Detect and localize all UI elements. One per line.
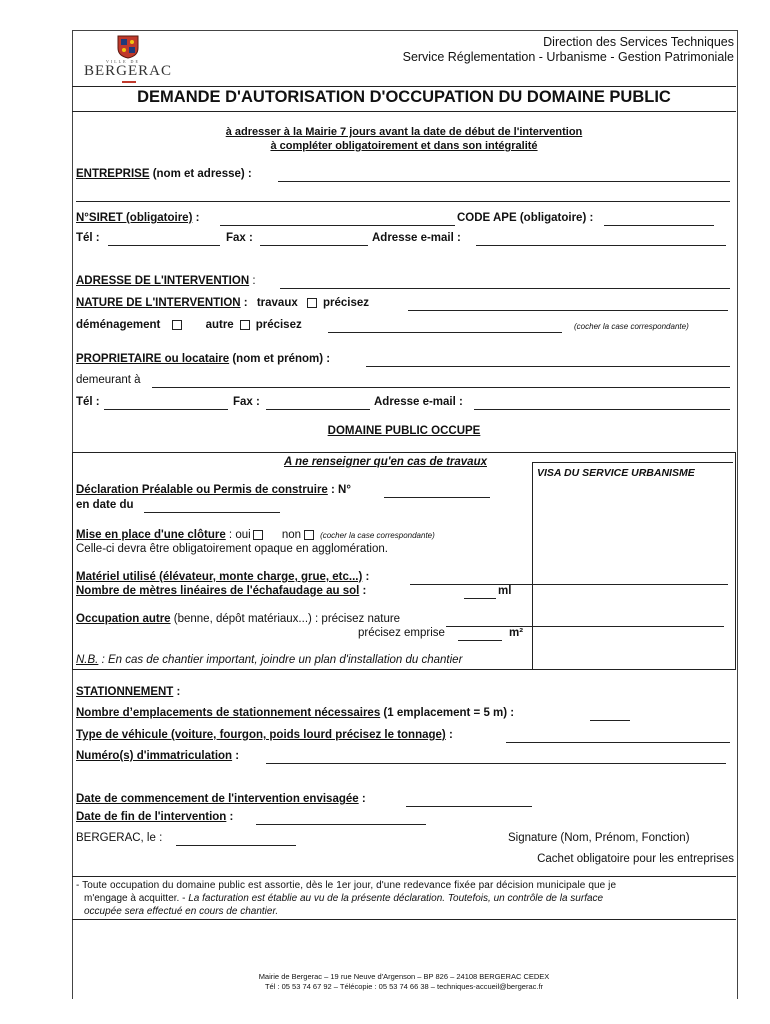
travaux-precisez: précisez <box>322 297 369 309</box>
company-label: ENTREPRISE <box>76 168 150 180</box>
cloture-note: Celle-ci devra être obligatoirement opaque en agglomération. <box>76 543 388 555</box>
header-line2: Service Réglementation - Urbanisme - Gestion Patrimoniale <box>402 50 734 64</box>
vehicle-type-label: Type de véhicule (voiture, fourgon, poids lourd précisez le tonnage) <box>76 729 446 741</box>
vehicle-type-row <box>76 729 453 741</box>
company-row <box>76 168 252 180</box>
company-fax-field[interactable] <box>260 245 368 246</box>
owner-tel-label: Tél : <box>76 396 100 408</box>
cloture-row <box>76 529 435 541</box>
echafaudage-label: Nombre de mètres linéaires de l'échafaudage au sol <box>76 585 360 597</box>
cloture-non-checkbox[interactable] <box>304 530 314 540</box>
nature-row <box>76 297 369 309</box>
owner-email-label: Adresse e-mail : <box>374 396 463 408</box>
declaration-row <box>76 484 351 496</box>
travaux-label: travaux <box>256 297 298 309</box>
nb-label: N.B. <box>76 654 99 666</box>
demenagement-checkbox[interactable] <box>172 320 182 330</box>
travaux-checkbox[interactable] <box>307 298 317 308</box>
logo-text: BERGERAC <box>84 63 173 79</box>
owner-row <box>76 353 330 365</box>
nature-precisez-field[interactable] <box>408 310 728 311</box>
start-date-row <box>76 793 366 805</box>
notice-line2-a: m'engage à acquitter. - <box>84 893 189 904</box>
en-date-field[interactable] <box>144 512 280 513</box>
siret-colon: : <box>192 212 200 224</box>
company-field[interactable] <box>278 181 730 182</box>
logo-underline <box>122 81 136 83</box>
intervention-address-label: ADRESSE DE L'INTERVENTION <box>76 275 250 287</box>
cachet-label: Cachet obligatoire pour les entreprises <box>537 853 734 865</box>
nb-row <box>76 654 462 666</box>
emprise-label: précisez emprise <box>358 627 445 639</box>
intervention-address-row <box>76 275 256 287</box>
declaration-label: Déclaration Préalable ou Permis de construire <box>76 484 328 496</box>
works-heading: A ne renseigner qu'en cas de travaux <box>284 456 487 468</box>
registration-field[interactable] <box>266 763 726 764</box>
parking-count-row <box>76 707 514 719</box>
demenagement-label: déménagement <box>76 319 161 331</box>
cloture-non: non <box>281 529 302 541</box>
company-fax-label: Fax : <box>226 232 253 244</box>
city-logo <box>80 33 176 81</box>
coat-of-arms-icon <box>117 35 139 59</box>
emprise-unit: m² <box>509 627 524 639</box>
company-tel-label: Tél : <box>76 232 100 244</box>
declaration-number-field[interactable] <box>384 497 490 498</box>
materiel-colon: : <box>362 571 370 583</box>
autre-checkbox[interactable] <box>240 320 250 330</box>
domaine-title: DOMAINE PUBLIC OCCUPE <box>327 425 481 437</box>
ape-label: CODE APE (obligatoire) : <box>457 212 594 224</box>
vehicle-type-colon: : <box>445 729 453 741</box>
end-date-label: Date de fin de l'intervention <box>76 811 227 823</box>
parking-row <box>76 686 180 698</box>
signature-label: Signature (Nom, Prénom, Fonction) <box>508 832 690 844</box>
notice-line1: - Toute occupation du domaine public est assortie, dès le 1er jour, d'une redevance fixée par décision municipale que je <box>76 880 617 891</box>
demenagement-row <box>76 319 302 331</box>
vehicle-type-field[interactable] <box>506 742 730 743</box>
parking-colon: : <box>173 686 181 698</box>
registration-label: Numéro(s) d'immatriculation <box>76 750 233 762</box>
owner-fax-field[interactable] <box>266 409 370 410</box>
nb-text: : En cas de chantier important, joindre un plan d'installation du chantier <box>98 654 463 666</box>
occupation-label: Occupation autre <box>76 613 171 625</box>
nature-label: NATURE DE L'INTERVENTION <box>76 297 241 309</box>
footer-line1: Mairie de Bergerac – 19 rue Neuve d'Argenson – BP 826 – 24108 BERGERAC CEDEX <box>258 972 550 981</box>
owner-field[interactable] <box>366 366 730 367</box>
intervention-address-colon: : <box>249 275 256 287</box>
occupation-row <box>76 613 400 625</box>
parking-count-suffix: (1 emplacement = 5 m) : <box>380 707 515 719</box>
siret-field[interactable] <box>220 225 455 226</box>
echafaudage-field[interactable] <box>464 598 496 599</box>
owner-sublabel: (nom et prénom) : <box>229 353 331 365</box>
echafaudage-colon: : <box>359 585 367 597</box>
end-date-row <box>76 811 233 823</box>
ape-field[interactable] <box>604 225 714 226</box>
siret-row <box>76 212 199 224</box>
owner-fax-label: Fax : <box>233 396 260 408</box>
materiel-row <box>76 571 369 583</box>
company-email-label: Adresse e-mail : <box>372 232 461 244</box>
nature-colon: : <box>240 297 248 309</box>
autre-label: autre <box>205 319 234 331</box>
header-line1: Direction des Services Techniques <box>543 35 734 49</box>
company-email-field[interactable] <box>476 245 726 246</box>
company-sublabel: (nom et adresse) : <box>149 168 252 180</box>
echafaudage-row <box>76 585 366 597</box>
parking-count-field[interactable] <box>590 720 630 721</box>
footer-line2: Tél : 05 53 74 67 92 – Télécopie : 05 53 74 66 38 – techniques-accueil@bergerac.fr <box>264 982 544 991</box>
occupation-desc: (benne, dépôt matériaux...) : précisez nature <box>170 613 401 625</box>
notice-line2 <box>84 893 603 904</box>
demeurant-label: demeurant à <box>76 374 141 386</box>
start-date-field[interactable] <box>406 806 532 807</box>
instruction-line2: à compléter obligatoirement et dans son intégralité <box>270 140 538 152</box>
cloture-oui-checkbox[interactable] <box>253 530 263 540</box>
materiel-label: Matériel utilisé (élévateur, monte charge, grue, etc...) <box>76 571 363 583</box>
cloture-label: Mise en place d'une clôture <box>76 529 226 541</box>
end-date-field[interactable] <box>256 824 426 825</box>
registration-row <box>76 750 239 762</box>
visa-box <box>532 462 733 669</box>
en-date-label: en date du <box>76 499 134 511</box>
notice-line3: occupée sera effectué en cours de chantier. <box>84 906 279 917</box>
cloture-cocher-note: (cocher la case correspondante) <box>320 531 435 540</box>
signature-date-field[interactable] <box>176 845 296 846</box>
notice-line2-b: La facturation est établie au vu de la présente déclaration. Toutefois, un contrôle de la surface <box>188 893 604 904</box>
page-title: DEMANDE D'AUTORISATION D'OCCUPATION DU DOMAINE PUBLIC <box>137 88 671 106</box>
cloture-oui: : oui <box>225 529 251 541</box>
occupation-nature-field[interactable] <box>446 626 724 627</box>
autre-precisez-field[interactable] <box>328 332 562 333</box>
emprise-field[interactable] <box>458 640 502 641</box>
parking-count-label: Nombre d’emplacements de stationnement nécessaires <box>76 707 381 719</box>
declaration-suffix: : N° <box>327 484 351 496</box>
owner-label: PROPRIETAIRE ou locataire <box>76 353 230 365</box>
start-date-label: Date de commencement de l'intervention envisagée <box>76 793 359 805</box>
autre-precisez: précisez <box>255 319 302 331</box>
visa-label: VISA DU SERVICE URBANISME <box>537 467 695 479</box>
end-date-colon: : <box>226 811 234 823</box>
start-date-colon: : <box>358 793 366 805</box>
owner-email-field[interactable] <box>474 409 730 410</box>
demeurant-field[interactable] <box>152 387 730 388</box>
company-field-2[interactable] <box>76 201 730 202</box>
siret-label: N°SIRET (obligatoire) <box>76 212 193 224</box>
intervention-address-field[interactable] <box>280 288 730 289</box>
logo-small-text: VILLE DE <box>106 59 140 64</box>
signature-place: BERGERAC, le : <box>76 832 163 844</box>
owner-tel-field[interactable] <box>104 409 228 410</box>
echafaudage-unit: ml <box>498 585 512 597</box>
instruction-line1: à adresser à la Mairie 7 jours avant la date de début de l'intervention <box>225 126 583 138</box>
materiel-field[interactable] <box>410 584 728 585</box>
registration-colon: : <box>232 750 240 762</box>
company-tel-field[interactable] <box>108 245 220 246</box>
cocher-note: (cocher la case correspondante) <box>574 322 689 331</box>
parking-label: STATIONNEMENT <box>76 686 174 698</box>
